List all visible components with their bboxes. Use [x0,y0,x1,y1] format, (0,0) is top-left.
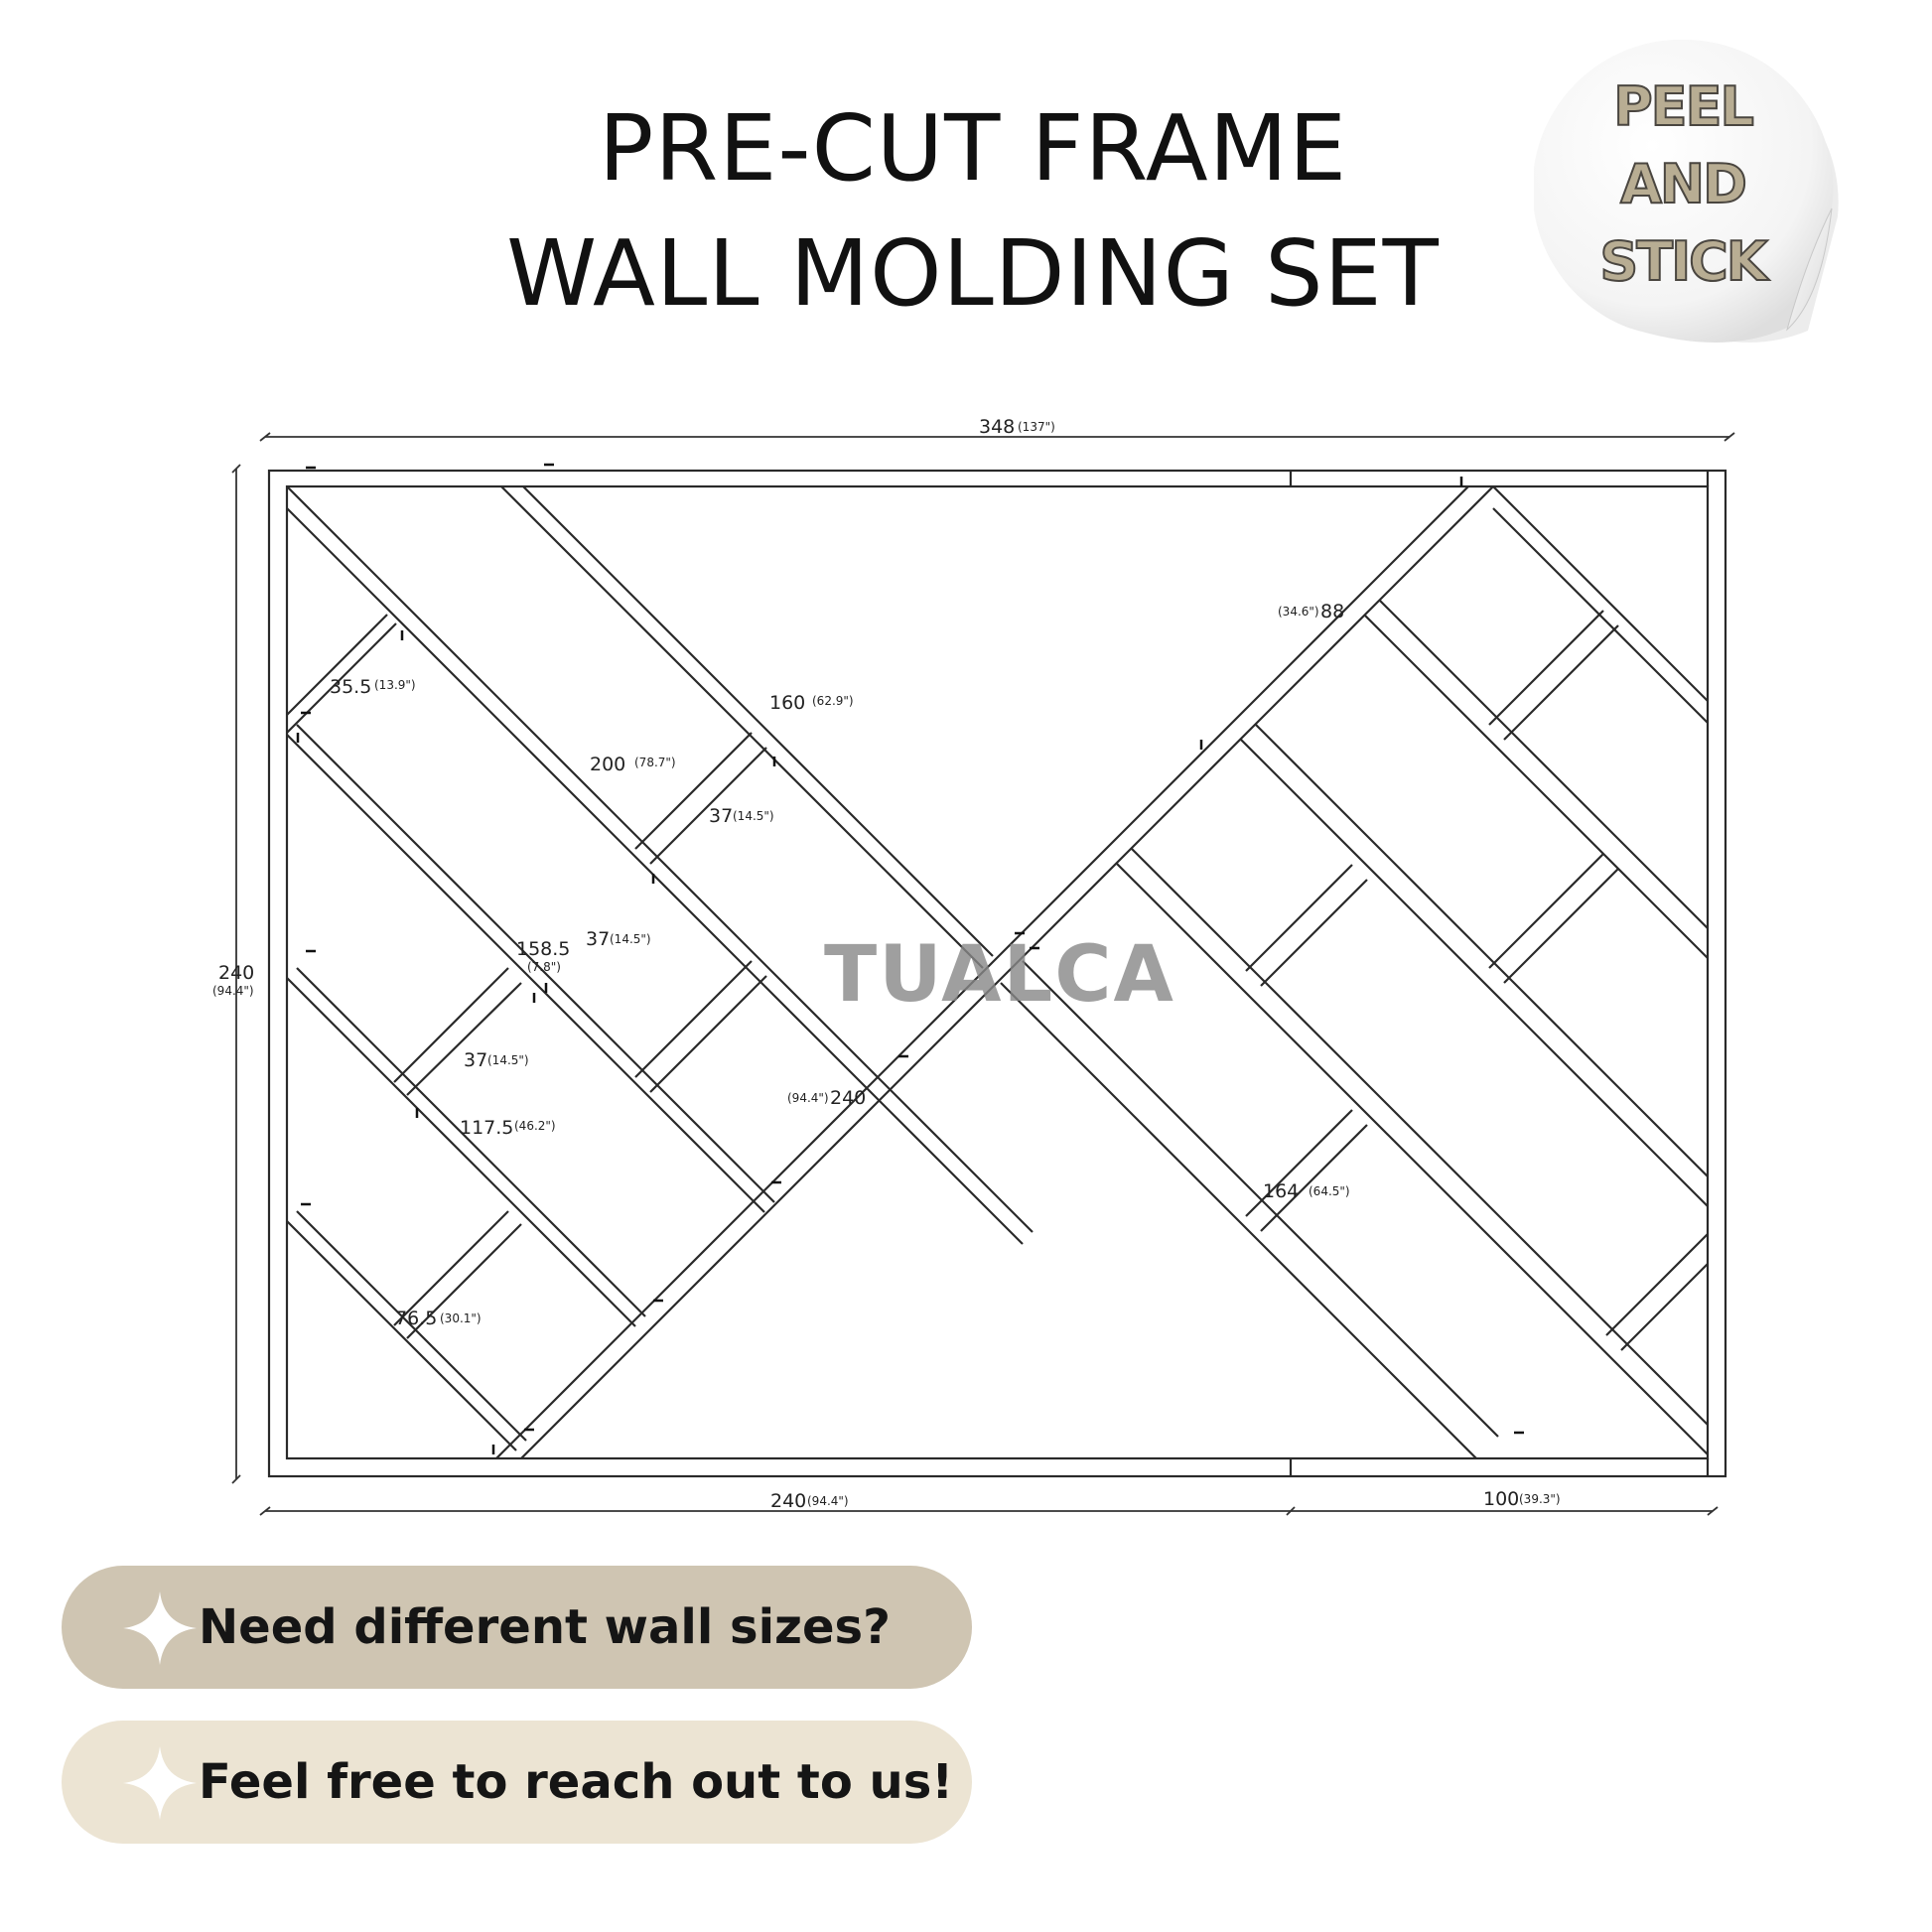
strip-descending-center [1001,961,1498,1458]
strip-descending-right-2 [1365,601,1708,958]
dim-158-5: 158.5 [516,938,571,960]
watermark: TUALCA [824,930,1175,1020]
dim-88: 88 [1320,601,1345,622]
dim-200-in: (78.7") [634,756,676,769]
cta-reach-out-text: Feel free to reach out to us! [199,1754,954,1810]
sticker-text-peel: PEEL [1613,75,1752,138]
cta-reach-out [62,1721,972,1844]
cta-wall-sizes [62,1566,972,1689]
cta-wall-sizes-text: Need different wall sizes? [199,1599,891,1655]
dim-160: 160 [769,692,806,714]
sticker-text-stick: STICK [1599,230,1766,293]
dim-117-5: 117.5 [460,1117,514,1139]
dim-37-a-in: (14.5") [733,809,774,823]
dim-37-c-in: (14.5") [487,1053,529,1067]
strip-descending-right-4 [1117,849,1708,1454]
dim-bottom-right-in: (39.3") [1519,1492,1561,1506]
dim-240-diag-in: (94.4") [787,1091,829,1105]
strip-descending-5 [287,1211,526,1450]
dim-160-in: (62.9") [812,694,854,708]
strip-descending-4 [287,968,645,1326]
dim-88-in: (34.6") [1278,605,1319,619]
dim-top-width: 348 [979,416,1016,438]
dim-height: 240 [218,962,255,984]
title-line-1: PRE-CUT FRAME [598,95,1348,202]
dim-76-5-in: (30.1") [440,1311,482,1325]
dim-bottom-left-in: (94.4") [807,1494,849,1508]
title-line-2: WALL MOLDING SET [506,220,1440,327]
sparkle-icon [123,1591,197,1665]
sticker-text-and: AND [1620,153,1745,215]
dim-158-5-in: (7.8") [527,960,561,974]
strip-descending-1 [287,486,1033,1244]
dim-37-b: 37 [586,928,611,950]
strip-descending-right-3 [1241,725,1708,1206]
dim-37-b-in: (14.5") [610,932,651,946]
dim-37-c: 37 [464,1049,488,1071]
dim-top-width-in: (137") [1018,420,1055,434]
sparkle-icon [123,1746,197,1820]
dim-200: 200 [590,754,626,775]
strip-descending-2 [501,486,993,968]
dim-bottom-right: 100 [1483,1488,1520,1510]
dim-117-5-in: (46.2") [514,1119,556,1133]
dim-35-5-in: (13.9") [374,678,416,692]
dim-76-5: 76.5 [395,1308,438,1329]
dim-240-diag: 240 [830,1087,867,1109]
dim-bottom-left: 240 [770,1490,807,1512]
dim-164-in: (64.5") [1309,1184,1350,1198]
dim-164: 164 [1263,1180,1300,1202]
dim-height-in: (94.4") [212,984,254,998]
dim-35-5: 35.5 [330,676,372,698]
dim-37-a: 37 [709,805,734,827]
